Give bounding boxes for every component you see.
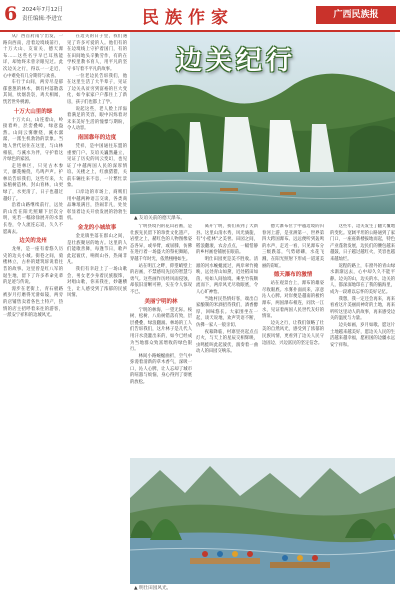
article-title: 边关纪行	[176, 46, 297, 76]
text-column-4: 离开宁明，我们来到了大新县。这里山清水秀，风光旖旎，有"小桂林"之美誉。田园之间，稻浪翻滚，农舍点点，一幅恬静的乡村画卷铺展在眼前。 明仕田园更是美不胜收。清澈的河水蜿蜒流过，两岸翠竹掩映，远处青山如黛，近处稻田如茵，宛如人间仙境。乘坐竹筏顺流而下，两岸风光尽收眼底，令人心旷神怡。 当地村民热情好客，端出自家酿制的米酒招待我们，酒香醇厚，回味悠长。大家围坐在一起，谈天说地，欢声笑语不断，仿佛一家人一般亲切。 夜幕降临，村寨里亮起点点灯火，与天上的星辰交相辉映，虫鸣蛙叫此起彼伏，演奏着一曲动人的田园交响乐。	[196, 224, 258, 355]
text-column-6: 这些年，边关发生了翻天覆地的变化。宽阔平坦的公路通到了家门口，一座座新楼拔地而起，特色产业蓬勃发展，边民们的腰包越来越鼓，日子越过越红火，笑容也越来越灿烂。 返程的路上，车窗外的青山绿水渐渐远去，心中却久久不能平静。边关的山，边关的水，边关的人，都深深地印在了我的脑海里，成为一段难以忘怀的美好记忆。 我想，我一定还会再来，再来看看这片美丽而神奇的土地，再来听听这里动人的故事，再来感受边关的温度与力量。 边关如画，岁月如歌。愿这片土地越来越美好，愿边关人民的生活越来越幸福，愿祖国的边疆永远安宁祥和。	[330, 224, 395, 348]
subhead-6: 德天瀑布的激情	[273, 272, 313, 279]
editor-credit: 责任编辑:李进宜	[22, 16, 63, 22]
subhead-3: 南国靠年的边度	[77, 134, 117, 141]
issue-date: 2024年7月12日	[22, 7, 63, 13]
countryside-photo	[130, 458, 395, 584]
newspaper-name: 广西民族报	[316, 6, 396, 24]
text-column-5b: 德天瀑布位于中越边境的归春河上游，是亚洲第一、世界第四大跨国瀑布。远远便听到轰鸣的水声，走近一看，只见瀑布分三级跌落，气势磅礴，水花飞溅，在阳光照射下形成一道道美丽的彩虹。 德天瀑布的激情 站在观景台上，瀑布的雄姿尽收眼底。水雾扑面而来，凉意沁人心脾。对岸便是越南的板约瀑布，两国瀑布相连，同饮一江水，见证着两国人民世代友好的情谊。 边关之行，让我们领略了壮美的自然风光，感受到了浓郁的民族风情，更看到了边关人民守边固边、兴边富民的坚定信念。	[262, 224, 324, 346]
section-title: 民族作家	[142, 8, 234, 28]
text-column-3: 宁明县境内的花山岩画，是壮族先民留下的珍贵文化遗产。岩壁之上，赭红色的人物图像姿态各异，或举臂，或屈膝，仿佛在进行着一场盛大的祭祀舞蹈，穿越千年时光，依然栩栩如生。 站在明江之畔，仰望峭壁上的岩画，不禁感叹先民的智慧与勇气。这些画作历经风雨侵蚀，却依旧清晰可辨，实在令人惊叹不已。 美丽宁明的林 宁明的林海，一望无际。桉树、松树、八角树错落有致，层层叠叠，绿浪翻涌。林场的工人们告诉我们，这片林子是几代人用汗水浇灌出来的，如今已经成为当地群众致富增收的绿色银行。 林间小路蜿蜒曲折，空气中弥漫着清新的草木香气，深吸一口，沁人心脾，让人忘却了城市的喧嚣与烦恼，身心得到了彻底的放松。	[130, 224, 192, 386]
subhead-1: 十万大山里的绿	[13, 108, 53, 115]
subhead-5: 美丽宁明的林	[144, 298, 178, 305]
page-number: 6	[4, 3, 18, 25]
photo-caption-waterfall: ▲ 友谊关前的德天瀑布。	[134, 216, 185, 221]
countryside-image	[130, 458, 395, 584]
subhead-2: 边关的龙州	[19, 238, 47, 245]
text-column-2: 在边关的日子里，我们遇见了许多可爱的人。他们有的在边境线上守护着国门，有的在田间地头辛勤劳作，有的在学校里教书育人，用平凡的坚守书写着不平凡的故事。 一位老边民告诉我们，他在这里生活了大半辈子，见证了边关从贫穷到富裕的巨大变化，如今家家户户都住上了新房，孩子们也都上了学。 说起这些，老人脸上洋溢着满足的笑容，眼中闪烁着对未来美好生活的憧憬与期盼，令人动容。 南国靠年的边度 凭祥，是中国通往东盟的重要门户。友谊关巍然矗立，见证了历史的风云变幻，也见证了中越两国人民的深厚情谊。关楼之上，红旗猎猎，关前车辆往来不息，一片繁忙景象。 口岸边的市场上，商贩们用中越两种语言交谈，各类商品琳琅满目，热闹非凡，处处彰显着边关开放发展的勃勃生机。 金龙的小城故事 金龙镇坐落在群山之间，是壮族聚居的地方。这里的人们能歌善舞，每逢节日，歌声此起彼伏，响彻山谷，热闹非凡。 我们有幸赶上了一场山歌会，男女老少身着民族服饰，对唱山歌，你来我往，妙趣横生，让人感受到了浓郁的民族风情。	[67, 34, 127, 299]
text-column-1: 从广西首府南宁出发，一路向西南，沿着边境线前行，十万大山、友谊关、德天瀑布……这些名字早已耳熟能详，却始终未曾亲眼见过。此次边关之行，得以一一走近，心中难免有几分期待与欢喜。 车行于山间，两旁尽是郁郁葱葱的林木，偶有村落散落其间，炊烟袅袅，鸡犬相闻，恍若世外桃源。 十万大山里的绿 十万大山，山连着山，岭接着岭，层峦叠嶂，绿意盎然。山间云雾缭绕，溪水潺潺，一派生机勃勃的景象。当地人世代居住在这里，与山林相依，与溪水为伴，守护着这片绿色的家园。 走进林区，只见古木参天，藤蔓缠绕，鸟鸣声声。护林员告诉我们，这些年来，大家植树造林，封山育林，山更绿了，水更清了，日子也越过越好了。 沿着山路继续前行，远处的山峦在阳光照耀下层次分明，宛若一幅徐徐展开的水墨长卷，令人流连忘返，久久不愿离去。 边关的龙州 龙州，是一座有着悠久历史的边关小城。街巷之间，骑楼林立，古朴的建筑诉说着往昔的故事。这里曾是红八军的诞生地，留下了许多革命先辈的足迹与传说。 漫步在老街上，青石板路被岁月打磨得光滑如镜，两旁的店铺售卖着各色土特产，热情的店主招呼着来往的游客，一派安宁祥和的边城风光。	[3, 34, 63, 319]
subhead-4: 金龙的小城故事	[77, 225, 117, 232]
photo-caption-countryside: ▲ 明仕田园风光。	[134, 586, 172, 591]
